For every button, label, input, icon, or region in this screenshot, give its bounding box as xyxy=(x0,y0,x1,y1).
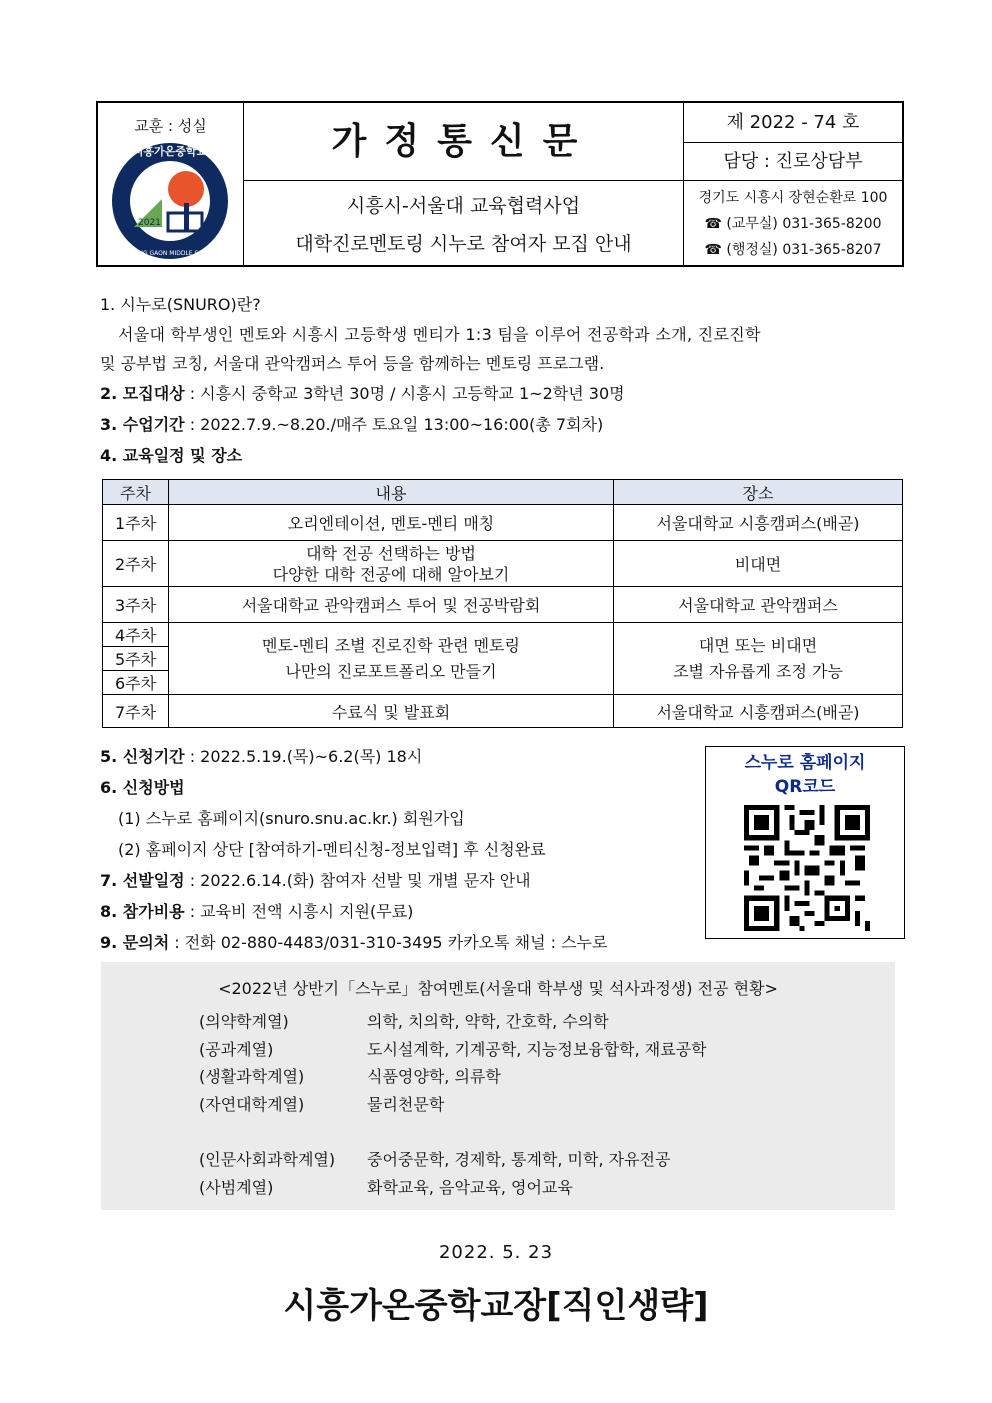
content-cell: 서울대학교 관악캠퍼스 투어 및 전공박람회 xyxy=(169,587,614,623)
section-9 xyxy=(100,930,607,953)
section-1-title: 1. 시누로(SNURO)란? xyxy=(100,295,261,314)
content-cell xyxy=(169,541,614,587)
majors-list: 화학교육, 음악교육, 영어교육 xyxy=(367,1178,573,1197)
week-cell: 1주차 xyxy=(103,505,169,541)
content-cell: 수료식 및 발표회 xyxy=(169,695,614,728)
section-9-label: 9. 문의처 xyxy=(100,933,170,952)
qr-title-1: 스누로 홈페이지 xyxy=(744,753,866,773)
table-row xyxy=(103,505,903,541)
section-2 xyxy=(100,381,625,404)
table-header-row xyxy=(103,480,903,505)
document-subtitle xyxy=(244,181,684,267)
section-7-text: : 2022.6.14.(화) 참여자 선발 및 개별 문자 안내 xyxy=(184,871,531,890)
content-line: 나만의 진로포트폴리오 만들기 xyxy=(285,661,497,681)
majors-row xyxy=(199,1092,444,1115)
section-6-label: 6. 신청방법 xyxy=(100,778,185,797)
schedule-table xyxy=(102,479,903,728)
majors-list: 물리천문학 xyxy=(367,1095,445,1114)
col-header-place: 장소 xyxy=(614,480,903,505)
qr-code-icon[interactable] xyxy=(744,805,870,931)
majors-list: 도시설계학, 기계공학, 지능정보융합학, 재료공학 xyxy=(367,1040,707,1059)
place-line: 대면 또는 비대면 xyxy=(698,635,818,655)
col-header-content: 내용 xyxy=(169,480,614,505)
mentor-majors-box xyxy=(101,962,895,1210)
majors-category: (인문사회과학계열) xyxy=(199,1150,336,1169)
majors-row xyxy=(199,1147,670,1170)
section-1-body-1: 서울대 학부생인 멘토와 시흥시 고등학생 멘티가 1:3 팀을 이루어 전공학과 소개, 진로진학 xyxy=(118,325,761,344)
place-cell: 서울대학교 관악캠퍼스 xyxy=(614,587,903,623)
section-7 xyxy=(100,868,531,891)
week-cell: 5주차 xyxy=(103,647,169,671)
place-line: 조별 자유롭게 조정 가능 xyxy=(673,661,843,681)
issue-number: 제 2022 - 74 호 xyxy=(684,103,902,143)
place-cell xyxy=(614,623,903,695)
majors-row xyxy=(199,1009,609,1032)
school-logo-icon xyxy=(110,141,230,261)
school-logo-cell xyxy=(98,103,244,267)
section-3-label: 3. 수업기간 xyxy=(100,415,185,434)
place-cell: 서울대학교 시흥캠퍼스(배곧) xyxy=(614,505,903,541)
section-5-text: : 2022.5.19.(목)~6.2(목) 18시 xyxy=(184,747,423,766)
table-row xyxy=(103,541,903,587)
majors-heading: <2022년 상반기「스누로」참여멘토(서울대 학부생 및 석사과정생) 전공 현황> xyxy=(218,979,778,998)
majors-row xyxy=(199,1175,573,1198)
school-motto: 교훈 : 성실 xyxy=(134,117,207,135)
majors-category: (생활과학계열) xyxy=(199,1067,305,1086)
phone-admin: ☎ (행정실) 031-365-8207 xyxy=(704,242,882,258)
subtitle-line-2: 대학진로멘토링 시누로 참여자 모집 안내 xyxy=(295,233,632,255)
letter-header xyxy=(96,101,904,267)
section-5 xyxy=(100,744,422,767)
majors-row xyxy=(199,1064,501,1087)
week-cell: 3주차 xyxy=(103,587,169,623)
document-title: 가정통신문 xyxy=(244,103,684,181)
week-cell: 4주차 xyxy=(103,623,169,647)
content-line: 멘토-멘티 조별 진로진학 관련 멘토링 xyxy=(262,635,520,655)
content-cell: 오리엔테이션, 멘토-멘티 매칭 xyxy=(169,505,614,541)
content-cell xyxy=(169,623,614,695)
table-row xyxy=(103,587,903,623)
department: 담당 : 진로상담부 xyxy=(684,143,902,181)
place-cell: 서울대학교 시흥캠퍼스(배곧) xyxy=(614,695,903,728)
majors-category: (공과계열) xyxy=(199,1040,274,1059)
section-8 xyxy=(100,899,413,922)
majors-row xyxy=(199,1037,707,1060)
week-cell: 6주차 xyxy=(103,671,169,695)
section-5-label: 5. 신청기간 xyxy=(100,747,185,766)
table-row xyxy=(103,623,903,647)
principal-signature: 시흥가온중학교장[직인생략] xyxy=(283,1286,709,1326)
logo-school-name-en: SIHEUNG GAON MIDDLE SCHOOL xyxy=(120,250,220,257)
majors-list: 의학, 치의학, 약학, 간호학, 수의학 xyxy=(367,1012,609,1031)
majors-category: (의약학계열) xyxy=(199,1012,289,1031)
table-row xyxy=(103,695,903,728)
majors-category: (사범계열) xyxy=(199,1178,274,1197)
qr-code-box xyxy=(705,746,905,939)
school-contact xyxy=(684,181,902,267)
section-7-label: 7. 선발일정 xyxy=(100,871,185,890)
phone-academic: ☎ (교무실) 031-365-8200 xyxy=(704,216,882,232)
section-6-step-2: (2) 홈페이지 상단 [참여하기-멘티신청-정보입력] 후 신청완료 xyxy=(118,840,546,859)
section-3 xyxy=(100,412,603,435)
section-1-body-2: 및 공부법 코칭, 서울대 관악캠퍼스 투어 등을 함께하는 멘토링 프로그램. xyxy=(100,354,605,373)
logo-year: 2021 xyxy=(138,218,161,228)
majors-list: 중어중문학, 경제학, 통계학, 미학, 자유전공 xyxy=(367,1150,671,1169)
week-cell: 2주차 xyxy=(103,541,169,587)
section-8-label: 8. 참가비용 xyxy=(100,902,185,921)
place-cell: 비대면 xyxy=(614,541,903,587)
majors-category: (자연대학계열) xyxy=(199,1095,305,1114)
qr-title-2: QR코드 xyxy=(774,777,836,797)
section-2-label: 2. 모집대상 xyxy=(100,384,185,403)
col-header-week: 주차 xyxy=(103,480,169,505)
section-3-text: : 2022.7.9.~8.20./매주 토요일 13:00~16:00(총 7회차) xyxy=(184,415,604,434)
section-4-title: 4. 교육일정 및 장소 xyxy=(100,446,243,465)
subtitle-line-1: 시흥시-서울대 교육협력사업 xyxy=(346,195,581,217)
majors-list: 식품영양학, 의류학 xyxy=(367,1067,501,1086)
section-2-text: : 시흥시 중학교 3학년 30명 / 시흥시 고등학교 1~2학년 30명 xyxy=(184,384,625,403)
issue-date: 2022. 5. 23 xyxy=(438,1242,554,1263)
section-9-text: : 전화 02-880-4483/031-310-3495 카카오톡 채널 : 스누로 xyxy=(169,933,608,952)
section-8-text: : 교육비 전액 시흥시 지원(무료) xyxy=(184,902,414,921)
content-line: 대학 전공 선택하는 방법 xyxy=(306,543,476,563)
school-address: 경기도 시흥시 장현순환로 100 xyxy=(698,190,888,206)
week-cell: 7주차 xyxy=(103,695,169,728)
content-line: 다양한 대학 전공에 대해 알아보기 xyxy=(272,564,510,584)
section-6-step-1: (1) 스누로 홈페이지(snuro.snu.ac.kr.) 회원가입 xyxy=(118,809,465,828)
logo-school-name: 시흥가온중학교 xyxy=(132,145,208,158)
